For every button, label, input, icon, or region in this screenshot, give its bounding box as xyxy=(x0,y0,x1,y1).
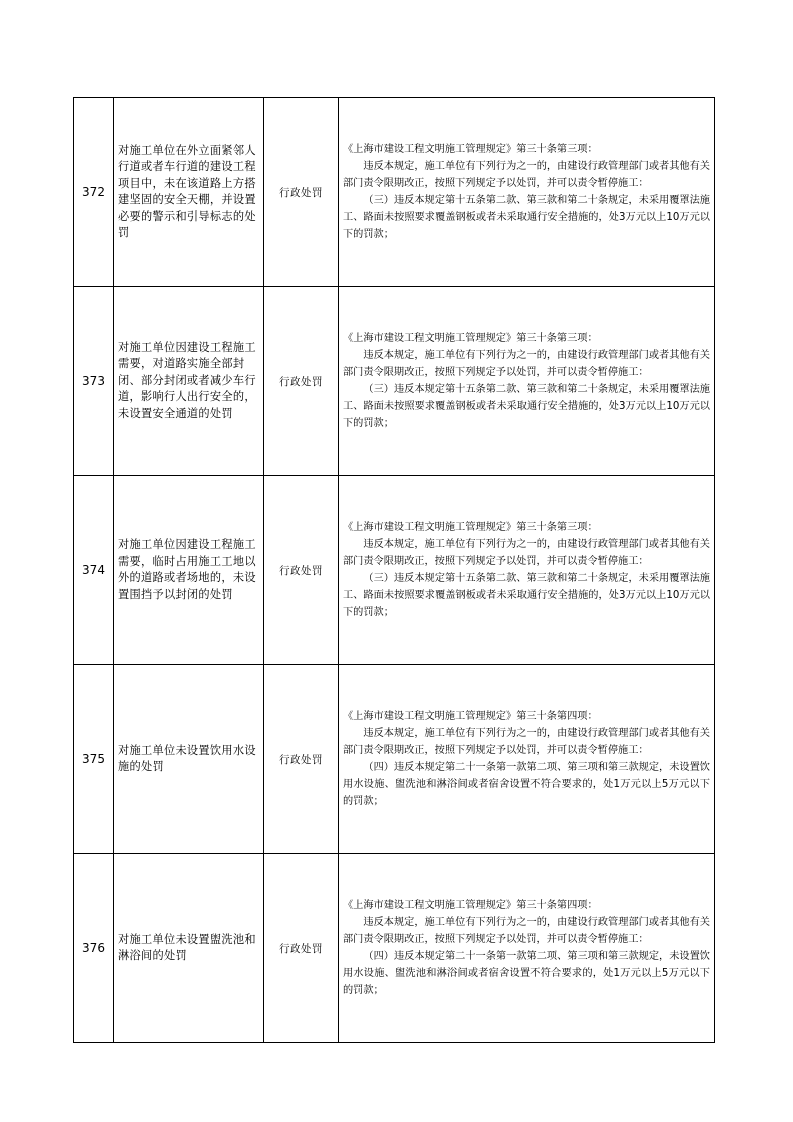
basis-paragraph: 违反本规定，施工单位有下列行为之一的，由建设行政管理部门或者其他有关部门责令限期改正，按照下列规定予以处罚，并可以责令暂停施工： xyxy=(343,917,710,945)
item-number: 372 xyxy=(74,98,114,287)
basis-title: 《上海市建设工程文明施工管理规定》第三十条第三项： xyxy=(343,144,598,155)
basis-paragraph: 违反本规定，施工单位有下列行为之一的，由建设行政管理部门或者其他有关部门责令限期改正，按照下列规定予以处罚，并可以责令暂停施工： xyxy=(343,728,710,756)
basis-item: （四）违反本规定第二十一条第一款第二项、第三项和第三款规定，未设置饮用水设施、盥洗池和淋浴间或者宿舍设置不符合要求的，处1万元以上5万元以下的罚款； xyxy=(343,762,710,807)
item-name: 对施工单位因建设工程施工需要，对道路实施全部封闭、部分封闭或者减少车行道，影响行人出行安全的，未设置安全通道的处罚 xyxy=(114,287,264,476)
basis-item: （四）违反本规定第二十一条第一款第二项、第三项和第三款规定，未设置饮用水设施、盥洗池和淋浴间或者宿舍设置不符合要求的，处1万元以上5万元以下的罚款； xyxy=(343,951,710,996)
table-row xyxy=(74,476,715,665)
basis-title: 《上海市建设工程文明施工管理规定》第三十条第三项： xyxy=(343,333,598,344)
item-category: 行政处罚 xyxy=(264,98,339,287)
item-name: 对施工单位未设置盥洗池和淋浴间的处罚 xyxy=(114,854,264,1043)
item-number: 373 xyxy=(74,287,114,476)
item-number: 374 xyxy=(74,476,114,665)
table-row xyxy=(74,665,715,854)
basis-title: 《上海市建设工程文明施工管理规定》第三十条第三项： xyxy=(343,522,598,533)
item-category: 行政处罚 xyxy=(264,287,339,476)
item-legal-basis xyxy=(339,854,715,1043)
item-number: 376 xyxy=(74,854,114,1043)
item-legal-basis xyxy=(339,665,715,854)
item-category: 行政处罚 xyxy=(264,665,339,854)
penalty-table xyxy=(73,97,715,1043)
item-legal-basis xyxy=(339,287,715,476)
table-row xyxy=(74,287,715,476)
item-name: 对施工单位因建设工程施工需要，临时占用施工工地以外的道路或者场地的，未设置围挡予以封闭的处罚 xyxy=(114,476,264,665)
item-number: 375 xyxy=(74,665,114,854)
item-category: 行政处罚 xyxy=(264,854,339,1043)
basis-paragraph: 违反本规定，施工单位有下列行为之一的，由建设行政管理部门或者其他有关部门责令限期改正，按照下列规定予以处罚，并可以责令暂停施工： xyxy=(343,539,710,567)
table-row xyxy=(74,98,715,287)
item-name: 对施工单位在外立面紧邻人行道或者车行道的建设工程项目中，未在该道路上方搭建坚固的安全天棚，并设置必要的警示和引导标志的处罚 xyxy=(114,98,264,287)
table-row xyxy=(74,854,715,1043)
basis-paragraph: 违反本规定，施工单位有下列行为之一的，由建设行政管理部门或者其他有关部门责令限期改正，按照下列规定予以处罚，并可以责令暂停施工： xyxy=(343,350,710,378)
basis-item: （三）违反本规定第十五条第二款、第三款和第二十条规定，未采用覆罩法施工、路面未按照要求覆盖钢板或者未采取通行安全措施的，处3万元以上10万元以下的罚款； xyxy=(343,384,710,429)
basis-title: 《上海市建设工程文明施工管理规定》第三十条第四项： xyxy=(343,900,598,911)
basis-title: 《上海市建设工程文明施工管理规定》第三十条第四项： xyxy=(343,711,598,722)
basis-item: （三）违反本规定第十五条第二款、第三款和第二十条规定，未采用覆罩法施工、路面未按照要求覆盖钢板或者未采取通行安全措施的，处3万元以上10万元以下的罚款； xyxy=(343,195,710,240)
basis-item: （三）违反本规定第十五条第二款、第三款和第二十条规定，未采用覆罩法施工、路面未按照要求覆盖钢板或者未采取通行安全措施的，处3万元以上10万元以下的罚款； xyxy=(343,573,710,618)
item-category: 行政处罚 xyxy=(264,476,339,665)
item-name: 对施工单位未设置饮用水设施的处罚 xyxy=(114,665,264,854)
item-legal-basis xyxy=(339,476,715,665)
basis-paragraph: 违反本规定，施工单位有下列行为之一的，由建设行政管理部门或者其他有关部门责令限期改正，按照下列规定予以处罚，并可以责令暂停施工： xyxy=(343,161,710,189)
item-legal-basis xyxy=(339,98,715,287)
